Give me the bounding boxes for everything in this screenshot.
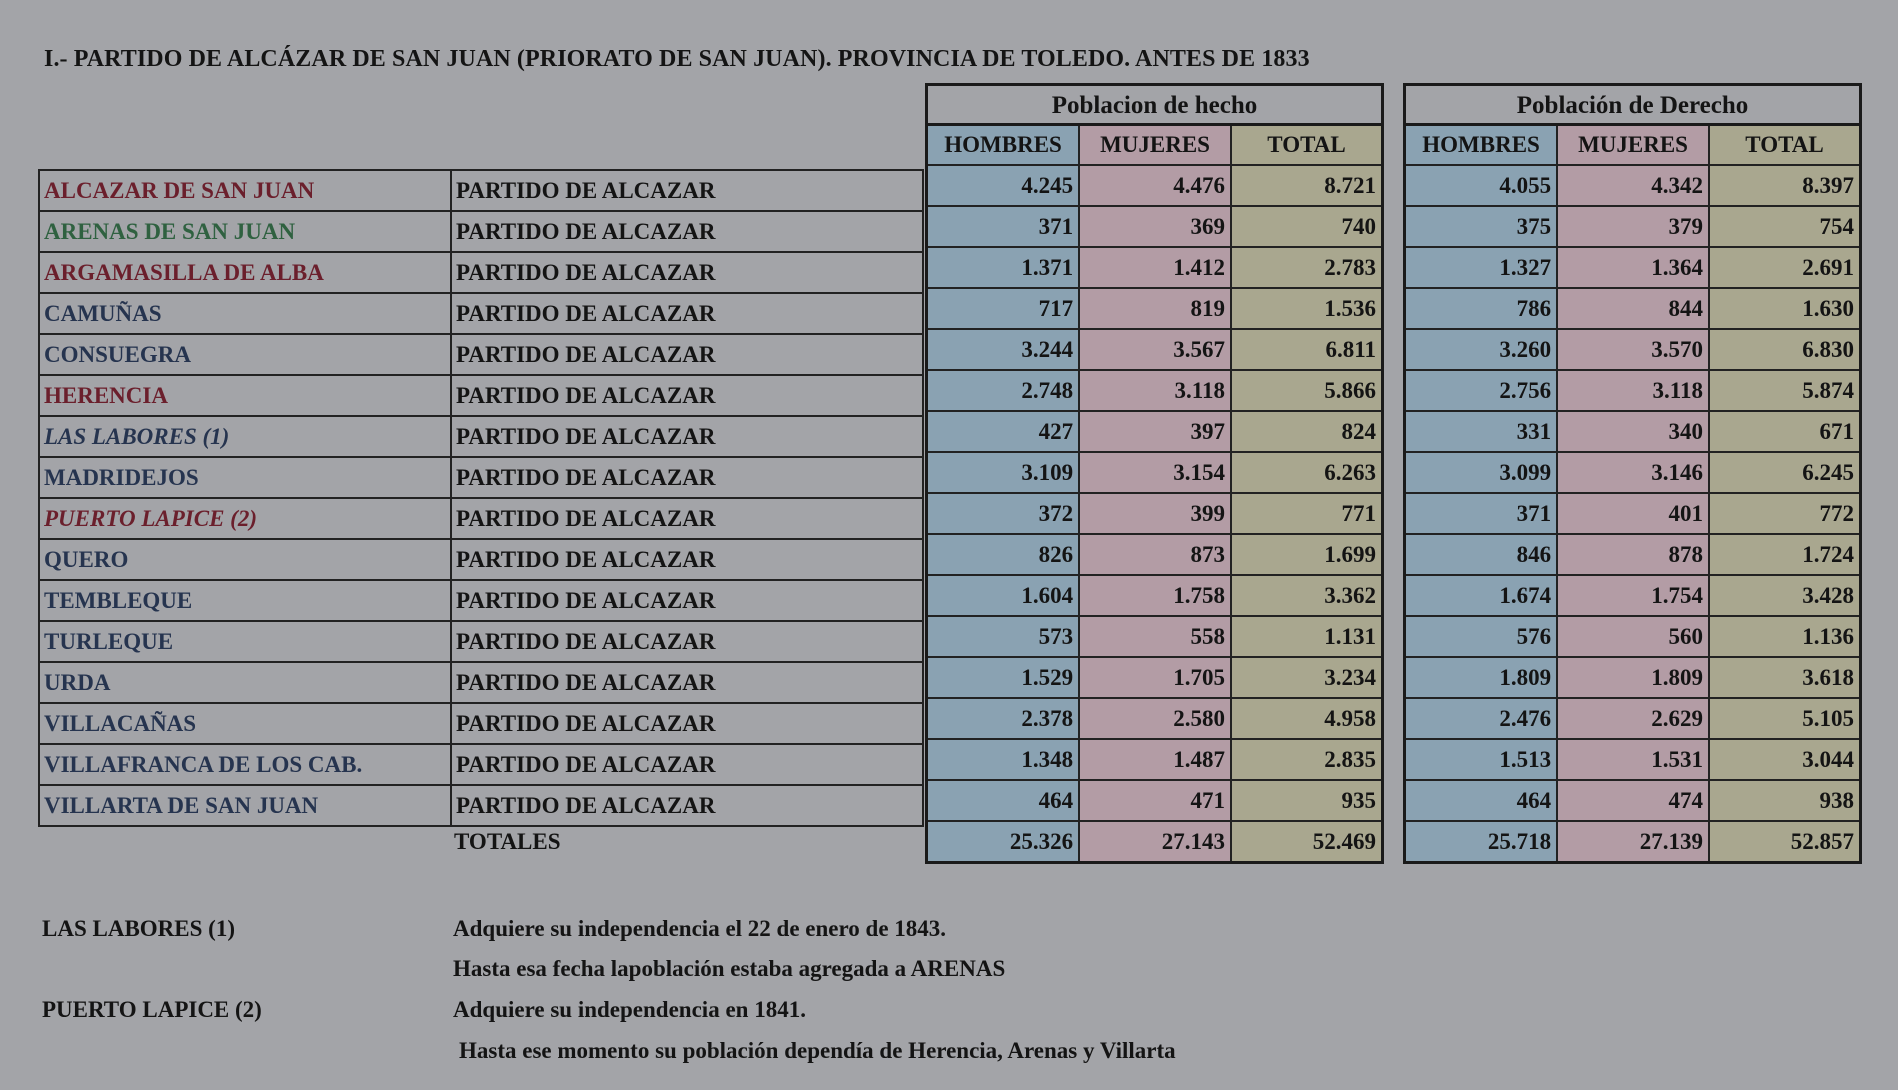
hecho-hombres-cell: 1.371 [927,247,1080,288]
table-row [39,170,923,211]
derecho-hombres-cell: 576 [1405,616,1558,657]
derecho-hombres-cell: 1.674 [1405,575,1558,616]
hecho-hombres-cell: 4.245 [927,165,1080,206]
partido-name: PARTIDO DE ALCAZAR [451,580,923,621]
table-row [927,657,1383,698]
hecho-mujeres-cell: 1.705 [1079,657,1231,698]
derecho-hombres-cell: 2.756 [1405,370,1558,411]
table-row [927,493,1383,534]
table-row [39,539,923,580]
hecho-total-cell: 1.699 [1231,534,1383,575]
hecho-mujeres-cell: 873 [1079,534,1231,575]
derecho-hombres-cell: 1.327 [1405,247,1558,288]
derecho-mujeres-cell: 1.754 [1557,575,1709,616]
derecho-total-cell: 1.630 [1709,288,1861,329]
hecho-hombres-cell: 1.604 [927,575,1080,616]
table-row [927,411,1383,452]
table-row [39,375,923,416]
table-row [1405,247,1861,288]
col-total: TOTAL [1709,125,1861,166]
col-hombres: HOMBRES [927,125,1080,166]
hecho-mujeres-cell: 819 [1079,288,1231,329]
derecho-total-cell: 6.830 [1709,329,1861,370]
municipality-name: CAMUÑAS [39,293,451,334]
table-row [1405,698,1861,739]
table-row [1405,616,1861,657]
derecho-hombres-cell: 371 [1405,493,1558,534]
hecho-total-total-cell: 52.469 [1231,821,1383,863]
hecho-total-mujeres-cell: 27.143 [1079,821,1231,863]
hecho-total-cell: 3.234 [1231,657,1383,698]
table-row [1405,288,1861,329]
derecho-hombres-cell: 4.055 [1405,165,1558,206]
derecho-hombres-cell: 331 [1405,411,1558,452]
hecho-hombres-cell: 2.378 [927,698,1080,739]
hecho-hombres-cell: 371 [927,206,1080,247]
derecho-mujeres-cell: 3.570 [1557,329,1709,370]
derecho-total-cell: 1.724 [1709,534,1861,575]
hecho-mujeres-cell: 1.487 [1079,739,1231,780]
partido-name: PARTIDO DE ALCAZAR [451,252,923,293]
table-row [1405,370,1861,411]
totals-label: TOTALES [454,829,561,854]
table-row [927,329,1383,370]
hecho-total-cell: 5.866 [1231,370,1383,411]
derecho-mujeres-cell: 474 [1557,780,1709,821]
partido-name: PARTIDO DE ALCAZAR [451,703,923,744]
hecho-hombres-cell: 372 [927,493,1080,534]
hecho-total-cell: 6.811 [1231,329,1383,370]
hecho-total-cell: 771 [1231,493,1383,534]
hecho-total-cell: 6.263 [1231,452,1383,493]
derecho-hombres-cell: 1.513 [1405,739,1558,780]
derecho-hombres-cell: 3.260 [1405,329,1558,370]
hecho-mujeres-cell: 3.154 [1079,452,1231,493]
hecho-mujeres-cell: 471 [1079,780,1231,821]
hecho-total-cell: 935 [1231,780,1383,821]
hecho-mujeres-cell: 3.567 [1079,329,1231,370]
totals-row [927,821,1383,863]
table-row [1405,329,1861,370]
derecho-total-cell: 8.397 [1709,165,1861,206]
derecho-hombres-cell: 786 [1405,288,1558,329]
derecho-hombres-cell: 3.099 [1405,452,1558,493]
table-row [1405,575,1861,616]
partido-name: PARTIDO DE ALCAZAR [451,375,923,416]
derecho-mujeres-cell: 3.146 [1557,452,1709,493]
table-row [39,621,923,662]
derecho-total-cell: 3.044 [1709,739,1861,780]
table-row [39,662,923,703]
table-row [927,288,1383,329]
partido-name: PARTIDO DE ALCAZAR [451,334,923,375]
table-row [1405,493,1861,534]
municipality-name: VILLAFRANCA DE LOS CAB. [39,744,451,785]
table-row [927,370,1383,411]
hecho-mujeres-cell: 4.476 [1079,165,1231,206]
derecho-total-cell: 772 [1709,493,1861,534]
partido-name: PARTIDO DE ALCAZAR [451,457,923,498]
hecho-total-cell: 2.835 [1231,739,1383,780]
table-row [927,534,1383,575]
table-row [1405,739,1861,780]
table-row [39,416,923,457]
derecho-mujeres-cell: 4.342 [1557,165,1709,206]
table-row [39,457,923,498]
hecho-total-cell: 824 [1231,411,1383,452]
derecho-mujeres-cell: 3.118 [1557,370,1709,411]
derecho-total-cell: 5.874 [1709,370,1861,411]
hecho-hombres-cell: 1.348 [927,739,1080,780]
municipality-name: VILLACAÑAS [39,703,451,744]
hecho-total-cell: 2.783 [1231,247,1383,288]
col-mujeres: MUJERES [1079,125,1231,166]
derecho-hombres-cell: 1.809 [1405,657,1558,698]
derecho-total-cell: 938 [1709,780,1861,821]
partido-name: PARTIDO DE ALCAZAR [451,539,923,580]
table-row [927,206,1383,247]
municipality-name: URDA [39,662,451,703]
col-mujeres: MUJERES [1557,125,1709,166]
municipality-name: TURLEQUE [39,621,451,662]
partido-name: PARTIDO DE ALCAZAR [451,416,923,457]
derecho-hombres-cell: 846 [1405,534,1558,575]
table-row [39,580,923,621]
poblacion-derecho-block [1403,83,1862,864]
hecho-mujeres-cell: 1.758 [1079,575,1231,616]
partido-name: PARTIDO DE ALCAZAR [451,785,923,826]
table-row [1405,206,1861,247]
hecho-total-hombres-cell: 25.326 [927,821,1080,863]
col-total: TOTAL [1231,125,1383,166]
col-hombres: HOMBRES [1405,125,1558,166]
table-row [927,452,1383,493]
hecho-hombres-cell: 717 [927,288,1080,329]
derecho-mujeres-cell: 379 [1557,206,1709,247]
table-row [927,780,1383,821]
derecho-total-cell: 5.105 [1709,698,1861,739]
note-line: Hasta esa fecha lapoblación estaba agregada a ARENAS [453,956,1006,981]
totals-row [1405,821,1861,863]
column-header-row [1405,125,1861,166]
partido-name: PARTIDO DE ALCAZAR [451,211,923,252]
derecho-mujeres-cell: 878 [1557,534,1709,575]
derecho-mujeres-cell: 1.809 [1557,657,1709,698]
hecho-hombres-cell: 573 [927,616,1080,657]
derecho-total-total-cell: 52.857 [1709,821,1861,863]
municipality-name: PUERTO LAPICE (2) [39,498,451,539]
hecho-hombres-cell: 3.244 [927,329,1080,370]
municipality-name: QUERO [39,539,451,580]
table-row [1405,165,1861,206]
partido-name: PARTIDO DE ALCAZAR [451,170,923,211]
municipality-name: LAS LABORES (1) [39,416,451,457]
poblacion-derecho-header: Población de Derecho [1403,83,1862,123]
table-row [927,575,1383,616]
hecho-mujeres-cell: 1.412 [1079,247,1231,288]
derecho-hombres-cell: 464 [1405,780,1558,821]
hecho-mujeres-cell: 369 [1079,206,1231,247]
table-row [39,703,923,744]
derecho-total-mujeres-cell: 27.139 [1557,821,1709,863]
hecho-total-cell: 1.536 [1231,288,1383,329]
partido-name: PARTIDO DE ALCAZAR [451,744,923,785]
table-row [927,739,1383,780]
hecho-total-cell: 8.721 [1231,165,1383,206]
derecho-total-cell: 3.428 [1709,575,1861,616]
hecho-hombres-cell: 1.529 [927,657,1080,698]
derecho-hombres-cell: 2.476 [1405,698,1558,739]
partido-name: PARTIDO DE ALCAZAR [451,662,923,703]
poblacion-hecho-header: Poblacion de hecho [925,83,1384,123]
table-row [39,334,923,375]
derecho-mujeres-cell: 2.629 [1557,698,1709,739]
hecho-mujeres-cell: 399 [1079,493,1231,534]
hecho-total-cell: 4.958 [1231,698,1383,739]
poblacion-hecho-block [925,83,1384,864]
derecho-total-hombres-cell: 25.718 [1405,821,1558,863]
municipality-name: TEMBLEQUE [39,580,451,621]
table-row [1405,657,1861,698]
derecho-total-cell: 2.691 [1709,247,1861,288]
derecho-mujeres-cell: 1.531 [1557,739,1709,780]
municipality-name: MADRIDEJOS [39,457,451,498]
partido-name: PARTIDO DE ALCAZAR [451,621,923,662]
table-row [39,252,923,293]
derecho-total-cell: 3.618 [1709,657,1861,698]
derecho-hombres-cell: 375 [1405,206,1558,247]
table-row [39,785,923,826]
derecho-mujeres-cell: 844 [1557,288,1709,329]
derecho-total-cell: 671 [1709,411,1861,452]
table-row [39,211,923,252]
note-line: Adquiere su independencia en 1841. [453,997,806,1022]
hecho-mujeres-cell: 2.580 [1079,698,1231,739]
table-row [39,293,923,334]
hecho-hombres-cell: 826 [927,534,1080,575]
hecho-hombres-cell: 2.748 [927,370,1080,411]
poblacion-hecho-table [925,123,1384,864]
poblacion-derecho-table [1403,123,1862,864]
table-row [1405,780,1861,821]
table-row [39,498,923,539]
partido-name: PARTIDO DE ALCAZAR [451,293,923,334]
note-label: LAS LABORES (1) [42,916,235,941]
partido-name: PARTIDO DE ALCAZAR [451,498,923,539]
table-row [1405,452,1861,493]
hecho-total-cell: 3.362 [1231,575,1383,616]
note-line: Adquiere su independencia el 22 de enero de 1843. [453,916,947,941]
hecho-hombres-cell: 464 [927,780,1080,821]
municipality-name: HERENCIA [39,375,451,416]
municipality-name: ALCAZAR DE SAN JUAN [39,170,451,211]
derecho-total-cell: 754 [1709,206,1861,247]
hecho-hombres-cell: 3.109 [927,452,1080,493]
derecho-total-cell: 1.136 [1709,616,1861,657]
table-row [927,698,1383,739]
municipality-name: ARENAS DE SAN JUAN [39,211,451,252]
hecho-total-cell: 740 [1231,206,1383,247]
table-row [39,744,923,785]
table-row [927,616,1383,657]
municipality-name: ARGAMASILLA DE ALBA [39,252,451,293]
hecho-hombres-cell: 427 [927,411,1080,452]
municipality-table [38,169,924,827]
municipality-name: VILLARTA DE SAN JUAN [39,785,451,826]
derecho-mujeres-cell: 401 [1557,493,1709,534]
page-title: I.- PARTIDO DE ALCÁZAR DE SAN JUAN (PRIORATO DE SAN JUAN). PROVINCIA DE TOLEDO. ANTES DE 1833 [44,46,1310,72]
derecho-total-cell: 6.245 [1709,452,1861,493]
table-row [1405,411,1861,452]
column-header-row [927,125,1383,166]
note-label: PUERTO LAPICE (2) [42,997,262,1022]
table-row [927,247,1383,288]
hecho-mujeres-cell: 558 [1079,616,1231,657]
hecho-mujeres-cell: 397 [1079,411,1231,452]
note-line: Hasta ese momento su población dependía de Herencia, Arenas y Villarta [459,1038,1176,1063]
derecho-mujeres-cell: 340 [1557,411,1709,452]
table-row [927,165,1383,206]
hecho-total-cell: 1.131 [1231,616,1383,657]
derecho-mujeres-cell: 1.364 [1557,247,1709,288]
municipality-name: CONSUEGRA [39,334,451,375]
hecho-mujeres-cell: 3.118 [1079,370,1231,411]
derecho-mujeres-cell: 560 [1557,616,1709,657]
table-row [1405,534,1861,575]
